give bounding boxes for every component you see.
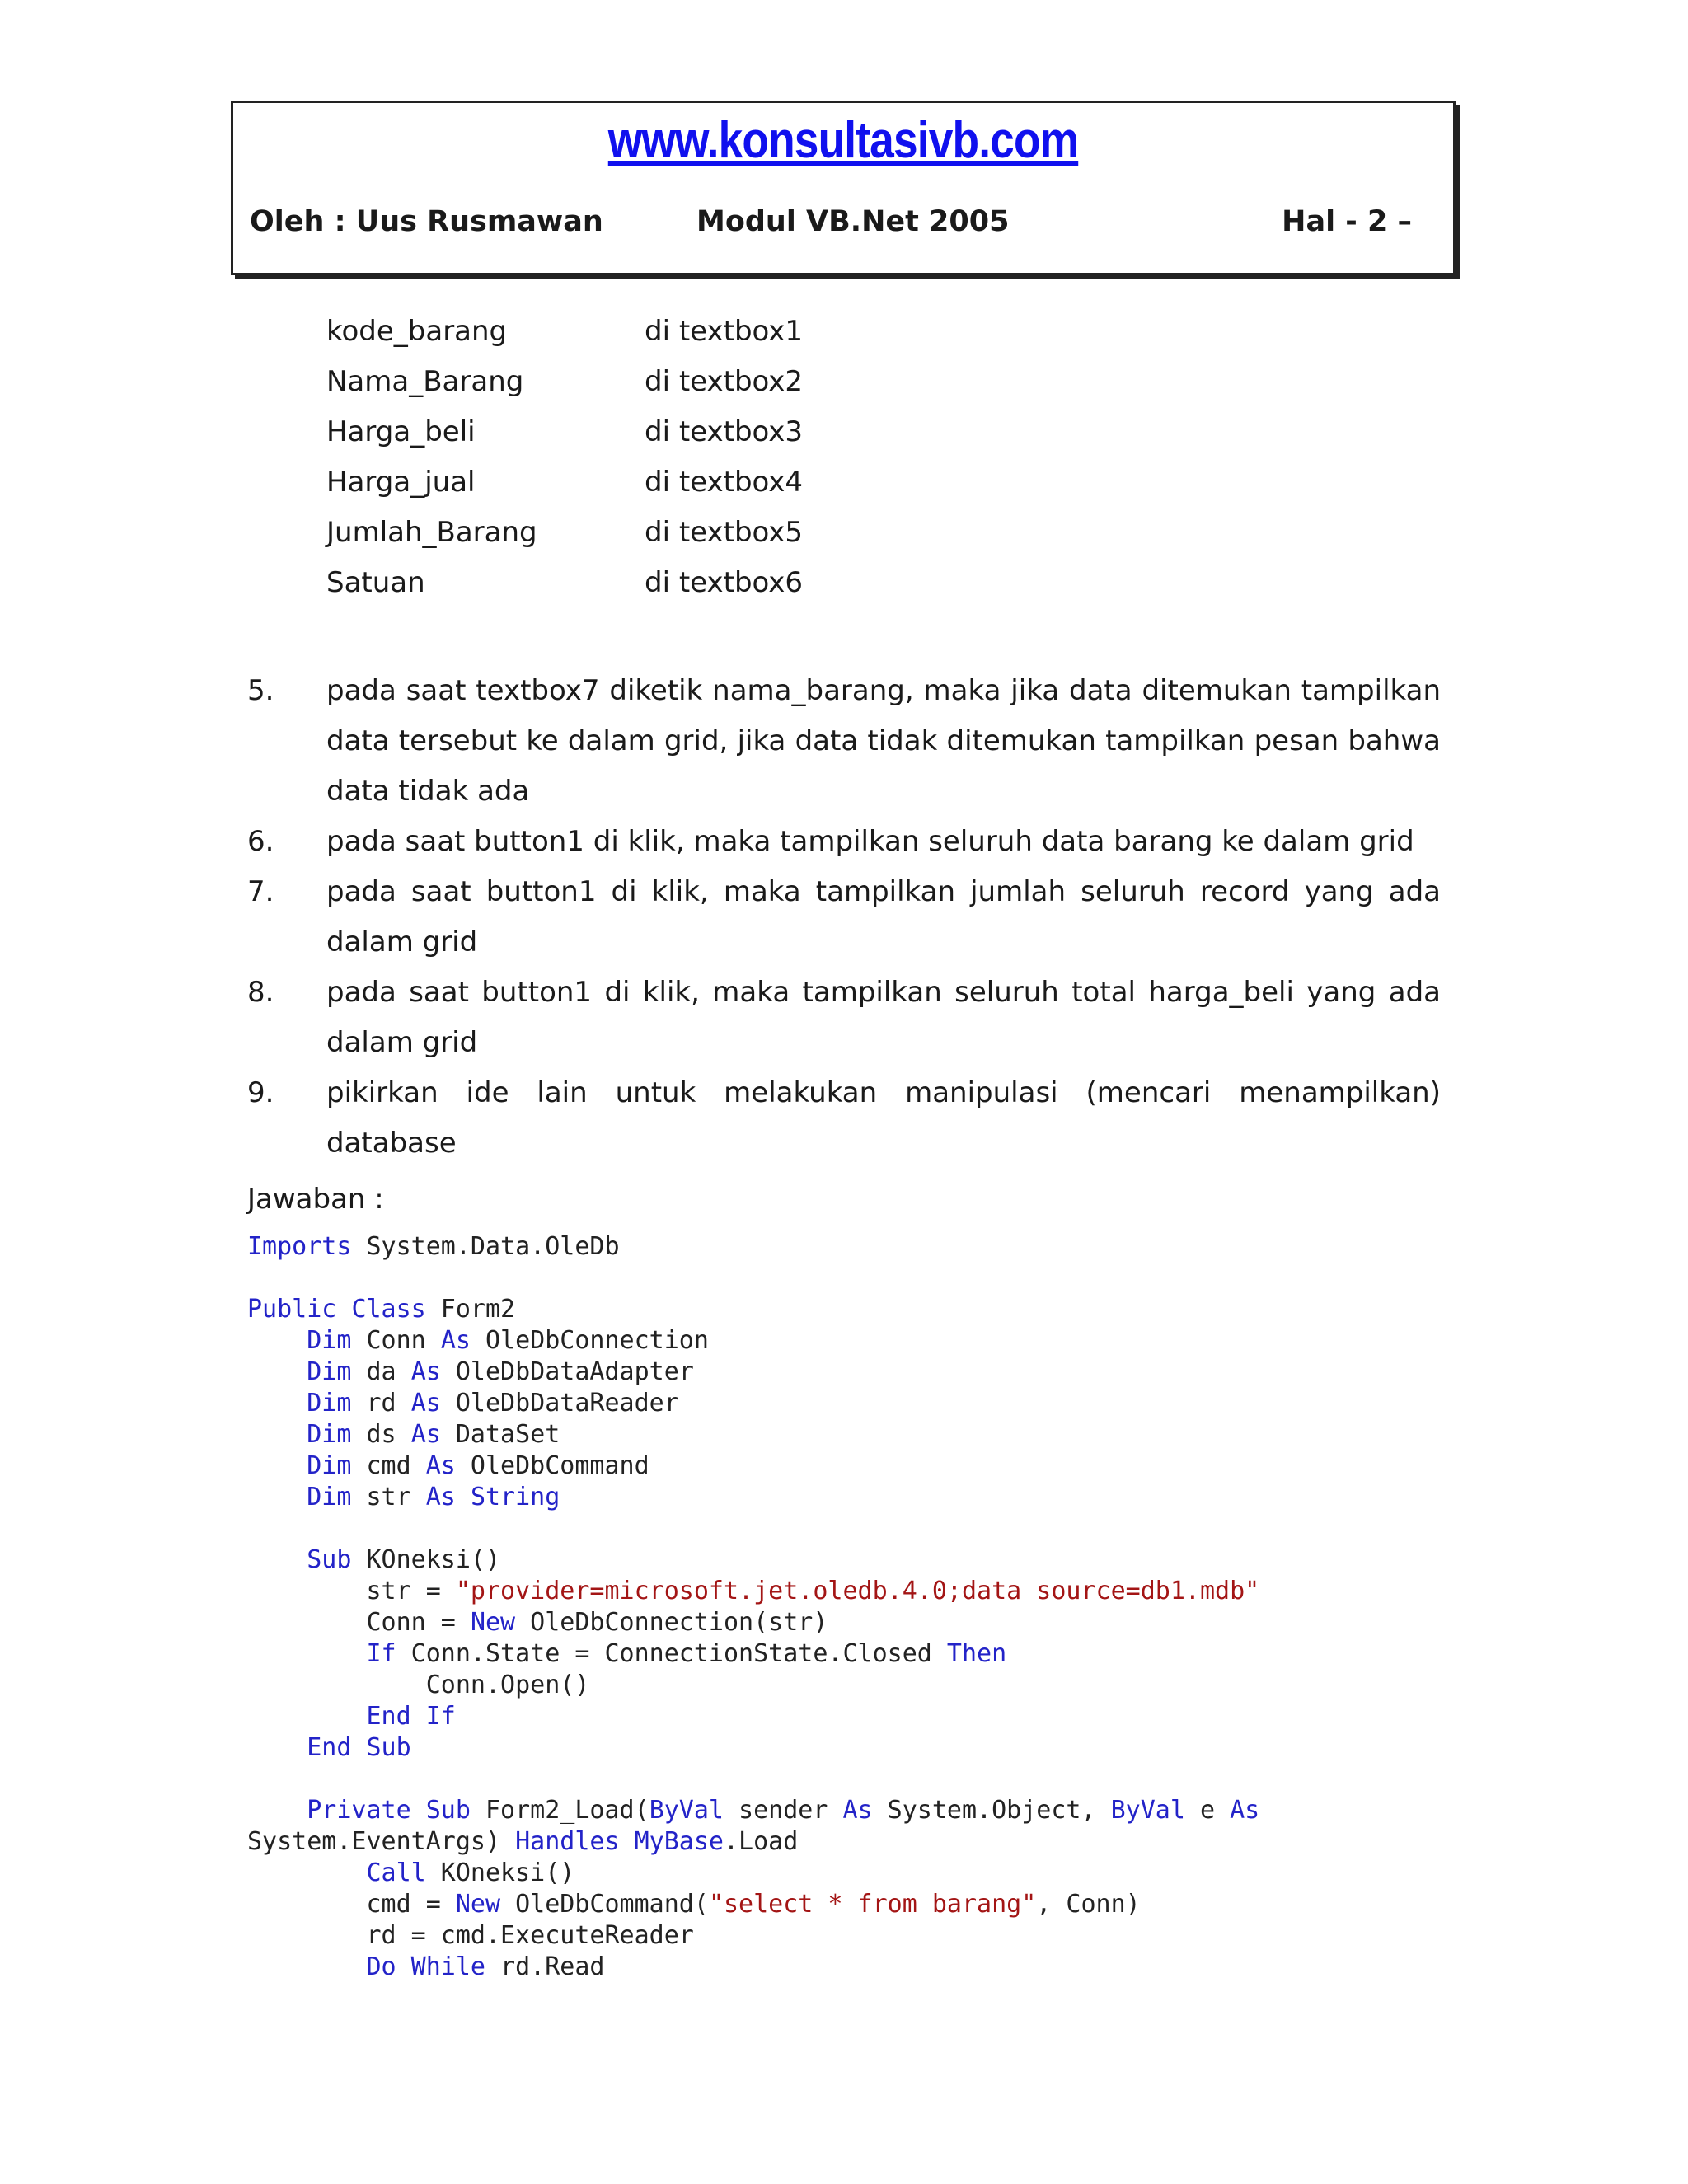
task-item — [247, 666, 1441, 817]
field-name: Harga_jual — [326, 466, 476, 499]
code-line — [247, 1670, 1259, 1701]
code-line — [247, 1952, 1259, 1983]
code-text: cmd — [351, 1451, 426, 1480]
code-text: System.Data.OleDb — [351, 1232, 620, 1261]
field-row — [326, 315, 803, 365]
header-meta — [250, 205, 1412, 246]
code-keyword: New — [470, 1608, 516, 1637]
code-line — [247, 1576, 1259, 1607]
code-line — [247, 1482, 1259, 1513]
code-text — [247, 1639, 367, 1668]
code-text: ds — [351, 1420, 411, 1449]
code-string: "provider=microsoft.jet.oledb.4.0;data source=db1.mdb" — [455, 1577, 1260, 1605]
code-text: Conn — [351, 1326, 441, 1355]
code-keyword: As — [425, 1451, 456, 1480]
code-text — [247, 1326, 307, 1355]
field-target: di textbox2 — [645, 365, 804, 398]
code-keyword: Do While — [366, 1952, 485, 1981]
code-text — [247, 1357, 307, 1386]
page-number: Hal - 2 – — [1282, 205, 1412, 238]
code-keyword: As — [410, 1420, 441, 1449]
code-line — [247, 1325, 1259, 1357]
task-text: pada saat textbox7 diketik nama_barang, maka jika data ditemukan tampilkan data tersebut ke dalam grid, jika data tidak ditemukan tampilkan pesan bahwa data tidak ada — [326, 674, 1441, 808]
code-block — [247, 1231, 1259, 1983]
code-text: System.Object, — [872, 1796, 1111, 1825]
code-line — [247, 1294, 1259, 1325]
task-text: pikirkan ide lain untuk melakukan manipulasi (mencari menampilkan) database — [326, 1076, 1441, 1160]
code-keyword: MyBase — [634, 1827, 724, 1856]
code-keyword: End Sub — [307, 1733, 411, 1762]
code-text: Conn.Open() — [247, 1671, 590, 1699]
code-line — [247, 1388, 1259, 1419]
code-keyword: Imports — [247, 1232, 352, 1261]
code-text: OleDbDataReader — [440, 1389, 679, 1418]
task-item — [247, 817, 1441, 867]
code-line — [247, 1419, 1259, 1451]
field-mapping-list — [326, 315, 803, 616]
code-text: str = — [247, 1577, 456, 1605]
code-keyword: Class — [351, 1295, 426, 1324]
code-line — [247, 1231, 1259, 1263]
code-text: rd.Read — [485, 1952, 605, 1981]
code-keyword: As — [842, 1796, 873, 1825]
code-text: , Conn) — [1036, 1890, 1141, 1919]
code-text — [456, 1483, 471, 1511]
code-line — [247, 1701, 1259, 1732]
code-line — [247, 1826, 1259, 1858]
code-line — [247, 1638, 1259, 1670]
code-keyword: Then — [946, 1639, 1007, 1668]
code-keyword: New — [455, 1890, 501, 1919]
code-text — [620, 1827, 635, 1856]
code-keyword: ByVal — [649, 1796, 724, 1825]
code-keyword: Sub — [307, 1545, 352, 1574]
code-text: OleDbCommand — [455, 1451, 649, 1480]
code-keyword: As — [410, 1389, 441, 1418]
code-keyword: Handles — [515, 1827, 620, 1856]
code-line — [247, 1607, 1259, 1638]
code-keyword: Dim — [307, 1357, 352, 1386]
code-keyword: Public — [247, 1295, 337, 1324]
code-line — [247, 1263, 1259, 1294]
code-text: Conn.State = ConnectionState.Closed — [396, 1639, 947, 1668]
code-text: str — [351, 1483, 426, 1511]
code-text — [247, 1733, 307, 1762]
code-text: Form2_Load( — [470, 1796, 649, 1825]
code-keyword: Dim — [307, 1483, 352, 1511]
task-list — [247, 666, 1441, 1169]
task-item — [247, 1068, 1441, 1169]
field-row — [326, 466, 803, 516]
field-name: Jumlah_Barang — [326, 516, 537, 549]
field-target: di textbox3 — [645, 415, 804, 448]
code-text: sender — [724, 1796, 843, 1825]
task-item — [247, 968, 1441, 1068]
code-text: e — [1184, 1796, 1231, 1825]
code-text — [247, 1420, 307, 1449]
code-text: OleDbDataAdapter — [440, 1357, 694, 1386]
code-text: OleDbCommand( — [500, 1890, 709, 1919]
code-text: Form2 — [425, 1295, 516, 1324]
code-text — [247, 1545, 307, 1574]
code-text — [247, 1389, 307, 1418]
code-text — [247, 1796, 307, 1825]
code-text: rd — [351, 1389, 411, 1418]
code-text — [247, 1858, 367, 1887]
code-text — [247, 1952, 367, 1981]
code-text: System.EventArgs) — [247, 1827, 516, 1856]
code-text: rd = cmd.ExecuteReader — [247, 1921, 694, 1950]
code-line — [247, 1451, 1259, 1482]
code-text: OleDbConnection — [470, 1326, 709, 1355]
code-text: DataSet — [440, 1420, 560, 1449]
task-text: pada saat button1 di klik, maka tampilkan seluruh total harga_beli yang ada dalam grid — [326, 976, 1441, 1059]
task-number: 7. — [247, 875, 274, 908]
code-keyword: Dim — [307, 1389, 352, 1418]
field-target: di textbox6 — [645, 566, 804, 599]
code-text: KOneksi() — [351, 1545, 501, 1574]
site-link[interactable]: www.konsultasivb.com — [607, 112, 1079, 169]
field-row — [326, 365, 803, 415]
code-keyword: Dim — [307, 1420, 352, 1449]
task-text: pada saat button1 di klik, maka tampilkan jumlah seluruh record yang ada dalam grid — [326, 875, 1441, 958]
code-keyword: Private Sub — [307, 1796, 471, 1825]
task-text: pada saat button1 di klik, maka tampilkan seluruh data barang ke dalam grid — [326, 825, 1414, 858]
page-header — [231, 101, 1456, 275]
code-keyword: Dim — [307, 1326, 352, 1355]
module-title: Modul VB.Net 2005 — [696, 205, 1010, 238]
code-text — [247, 1702, 367, 1731]
code-text: .Load — [723, 1827, 799, 1856]
code-keyword: Dim — [307, 1451, 352, 1480]
author-label: Oleh : Uus Rusmawan — [250, 205, 603, 238]
task-number: 5. — [247, 674, 274, 707]
code-text: cmd = — [247, 1890, 456, 1919]
code-keyword: End If — [366, 1702, 456, 1731]
code-keyword: As — [440, 1326, 471, 1355]
code-text — [336, 1295, 351, 1324]
code-keyword: String — [470, 1483, 560, 1511]
field-target: di textbox5 — [645, 516, 804, 549]
task-number: 9. — [247, 1076, 274, 1109]
code-line — [247, 1513, 1259, 1544]
code-line — [247, 1858, 1259, 1889]
code-text — [247, 1451, 307, 1480]
code-line — [247, 1889, 1259, 1920]
code-line — [247, 1795, 1259, 1826]
field-row — [326, 415, 803, 466]
code-line — [247, 1764, 1259, 1795]
code-keyword: Call — [366, 1858, 426, 1887]
field-name: Satuan — [326, 566, 425, 599]
field-target: di textbox4 — [645, 466, 804, 499]
code-keyword: As — [1230, 1796, 1260, 1825]
field-name: Nama_Barang — [326, 365, 524, 398]
code-string: "select * from barang" — [708, 1890, 1037, 1919]
code-keyword: As — [410, 1357, 441, 1386]
code-text: OleDbConnection(str) — [515, 1608, 828, 1637]
code-keyword: As — [425, 1483, 456, 1511]
field-row — [326, 516, 803, 566]
answer-label: Jawaban : — [247, 1183, 384, 1216]
code-text: da — [351, 1357, 411, 1386]
code-line — [247, 1357, 1259, 1388]
field-name: Harga_beli — [326, 415, 476, 448]
task-number: 6. — [247, 825, 274, 858]
code-keyword: ByVal — [1110, 1796, 1185, 1825]
code-text — [247, 1483, 307, 1511]
code-text: Conn = — [247, 1608, 471, 1637]
field-name: kode_barang — [326, 315, 508, 348]
code-text: KOneksi() — [425, 1858, 575, 1887]
task-number: 8. — [247, 976, 274, 1009]
code-line — [247, 1732, 1259, 1764]
code-line — [247, 1920, 1259, 1952]
task-item — [247, 867, 1441, 968]
code-line — [247, 1544, 1259, 1576]
field-target: di textbox1 — [645, 315, 804, 348]
code-keyword: If — [366, 1639, 396, 1668]
field-row — [326, 566, 803, 616]
